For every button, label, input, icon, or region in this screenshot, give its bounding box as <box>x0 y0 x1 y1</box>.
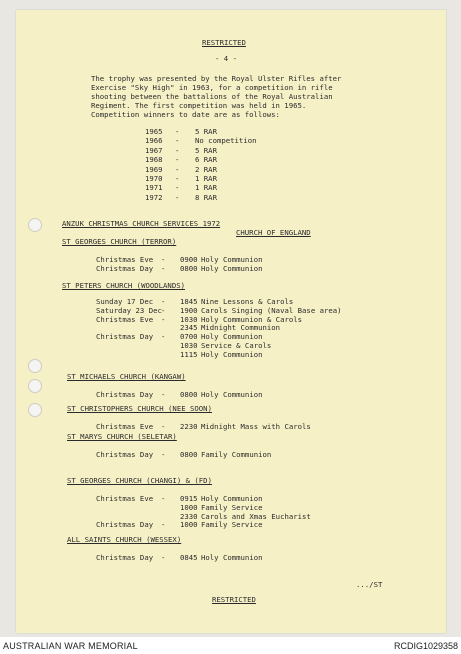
service-description: Midnight Mass with Carols <box>201 422 311 431</box>
church-name: ST GEORGES CHURCH (TERROR) <box>62 237 177 246</box>
church-name: ST CHRISTOPHERS CHURCH (NEE SOON) <box>67 404 212 413</box>
service-time: 0915 <box>180 494 198 503</box>
winner-name: 8 RAR <box>195 192 217 202</box>
service-time: 1030 <box>180 341 198 350</box>
service-time: 2230 <box>180 422 198 431</box>
service-time: 1115 <box>180 349 198 359</box>
service-description: Holy Communion & Carols <box>201 314 303 324</box>
service-dash: - <box>161 305 166 315</box>
service-description: Holy Communion <box>201 349 263 359</box>
service-dash: - <box>161 314 166 324</box>
punch-hole <box>28 403 42 417</box>
service-description: Nine Lessons & Carols <box>201 297 294 306</box>
church-name: ST MARYS CHURCH (SELETAR) <box>67 432 177 441</box>
services-heading: ANZUK CHRISTMAS CHURCH SERVICES 1972 <box>62 219 221 228</box>
service-time: 1030 <box>180 314 198 324</box>
winner-name: 6 RAR <box>195 155 217 165</box>
service-description: Midnight Communion <box>201 323 281 333</box>
intro-line: Exercise "Sky High" in 1963, for a competition in rifle <box>91 83 333 92</box>
document-page <box>16 10 446 633</box>
winner-name: 5 RAR <box>195 127 217 136</box>
service-time: 0845 <box>180 553 198 562</box>
punch-hole <box>28 218 42 232</box>
winner-year: 1971 <box>145 183 163 193</box>
service-description: Holy Communion <box>201 263 263 273</box>
service-dash: - <box>161 520 166 530</box>
service-description: Family Communion <box>201 450 272 459</box>
service-time: 1000 <box>180 502 198 512</box>
service-dash: - <box>161 297 166 306</box>
winner-year: 1965 <box>145 127 163 136</box>
denomination-heading: CHURCH OF ENGLAND <box>236 228 311 237</box>
service-dash: - <box>161 263 166 273</box>
service-day: Christmas Day <box>96 390 154 399</box>
service-description: Holy Communion <box>201 553 263 562</box>
service-time: 1000 <box>180 520 198 530</box>
winner-name: 1 RAR <box>195 174 217 183</box>
service-time: 0800 <box>180 263 198 273</box>
service-dash: - <box>161 255 166 264</box>
archive-name: AUSTRALIAN WAR MEMORIAL <box>3 641 138 651</box>
service-day: Christmas Eve <box>96 494 154 503</box>
page-number: - 4 - <box>215 54 237 63</box>
service-day: Christmas Eve <box>96 255 154 264</box>
church-name: ST MICHAELS CHURCH (KANGAW) <box>67 372 186 381</box>
punch-hole <box>28 379 42 393</box>
archive-reference: RCDIG1029358 <box>393 641 458 651</box>
service-time: 1845 <box>180 297 198 306</box>
winner-dash: - <box>175 164 180 174</box>
service-description: Carols and Xmas Eucharist <box>201 511 311 521</box>
service-description: Family Service <box>201 502 263 512</box>
service-time: 2330 <box>180 511 198 521</box>
winner-name: 2 RAR <box>195 164 217 174</box>
winner-dash: - <box>175 155 180 165</box>
intro-line: Competition winners to date are as follows: <box>91 110 280 119</box>
service-description: Holy Communion <box>201 255 263 264</box>
service-time: 0900 <box>180 255 198 264</box>
service-dash: - <box>161 450 166 459</box>
service-description: Holy Communion <box>201 390 263 399</box>
service-day: Christmas Day <box>96 450 154 459</box>
winner-dash: - <box>175 174 180 183</box>
service-time: 0800 <box>180 450 198 459</box>
service-day: Christmas Day <box>96 263 154 273</box>
service-dash: - <box>161 332 166 342</box>
service-description: Holy Communion <box>201 494 263 503</box>
continuation-marker: .../ST <box>356 580 383 589</box>
service-dash: - <box>161 422 166 431</box>
service-dash: - <box>161 390 166 399</box>
service-description: Family Service <box>201 520 263 530</box>
classification-header: RESTRICTED <box>202 38 246 47</box>
winner-dash: - <box>175 183 180 193</box>
service-description: Carols Singing (Naval Base area) <box>201 305 342 315</box>
winner-year: 1968 <box>145 155 163 165</box>
intro-line: shooting between the battalions of the Royal Australian <box>91 92 333 101</box>
intro-line: The trophy was presented by the Royal Ulster Rifles after <box>91 74 342 83</box>
winner-name: No competition <box>195 136 257 146</box>
service-description: Service & Carols <box>201 341 272 350</box>
classification-footer: RESTRICTED <box>212 595 256 604</box>
winner-dash: - <box>175 192 180 202</box>
service-time: 2345 <box>180 323 198 333</box>
service-day: Christmas Day <box>96 332 154 342</box>
service-day: Sunday 17 Dec <box>96 297 154 306</box>
intro-line: Regiment. The first competition was held in 1965. <box>91 101 307 110</box>
service-time: 0700 <box>180 332 198 342</box>
service-time: 0800 <box>180 390 198 399</box>
service-time: 1900 <box>180 305 198 315</box>
church-name: ALL SAINTS CHURCH (WESSEX) <box>67 535 182 544</box>
winner-dash: - <box>175 127 180 136</box>
service-description: Holy Communion <box>201 332 263 342</box>
archive-footer <box>0 637 461 654</box>
winner-year: 1970 <box>145 174 163 183</box>
winner-dash: - <box>175 145 180 155</box>
church-name: ST PETERS CHURCH (WOODLANDS) <box>62 281 186 290</box>
church-name: ST GEORGES CHURCH (CHANGI) & (FD) <box>67 476 212 485</box>
winner-name: 1 RAR <box>195 183 217 193</box>
winner-name: 5 RAR <box>195 145 217 155</box>
service-dash: - <box>161 494 166 503</box>
winner-year: 1972 <box>145 192 163 202</box>
winner-year: 1966 <box>145 136 163 146</box>
service-day: Christmas Eve <box>96 314 154 324</box>
service-day: Christmas Eve <box>96 422 154 431</box>
winner-year: 1969 <box>145 164 163 174</box>
winner-year: 1967 <box>145 145 163 155</box>
punch-hole <box>28 359 42 373</box>
service-day: Christmas Day <box>96 520 154 530</box>
service-dash: - <box>161 553 166 562</box>
service-day: Saturday 23 Dec <box>96 305 162 315</box>
winner-dash: - <box>175 136 180 146</box>
service-day: Christmas Day <box>96 553 154 562</box>
